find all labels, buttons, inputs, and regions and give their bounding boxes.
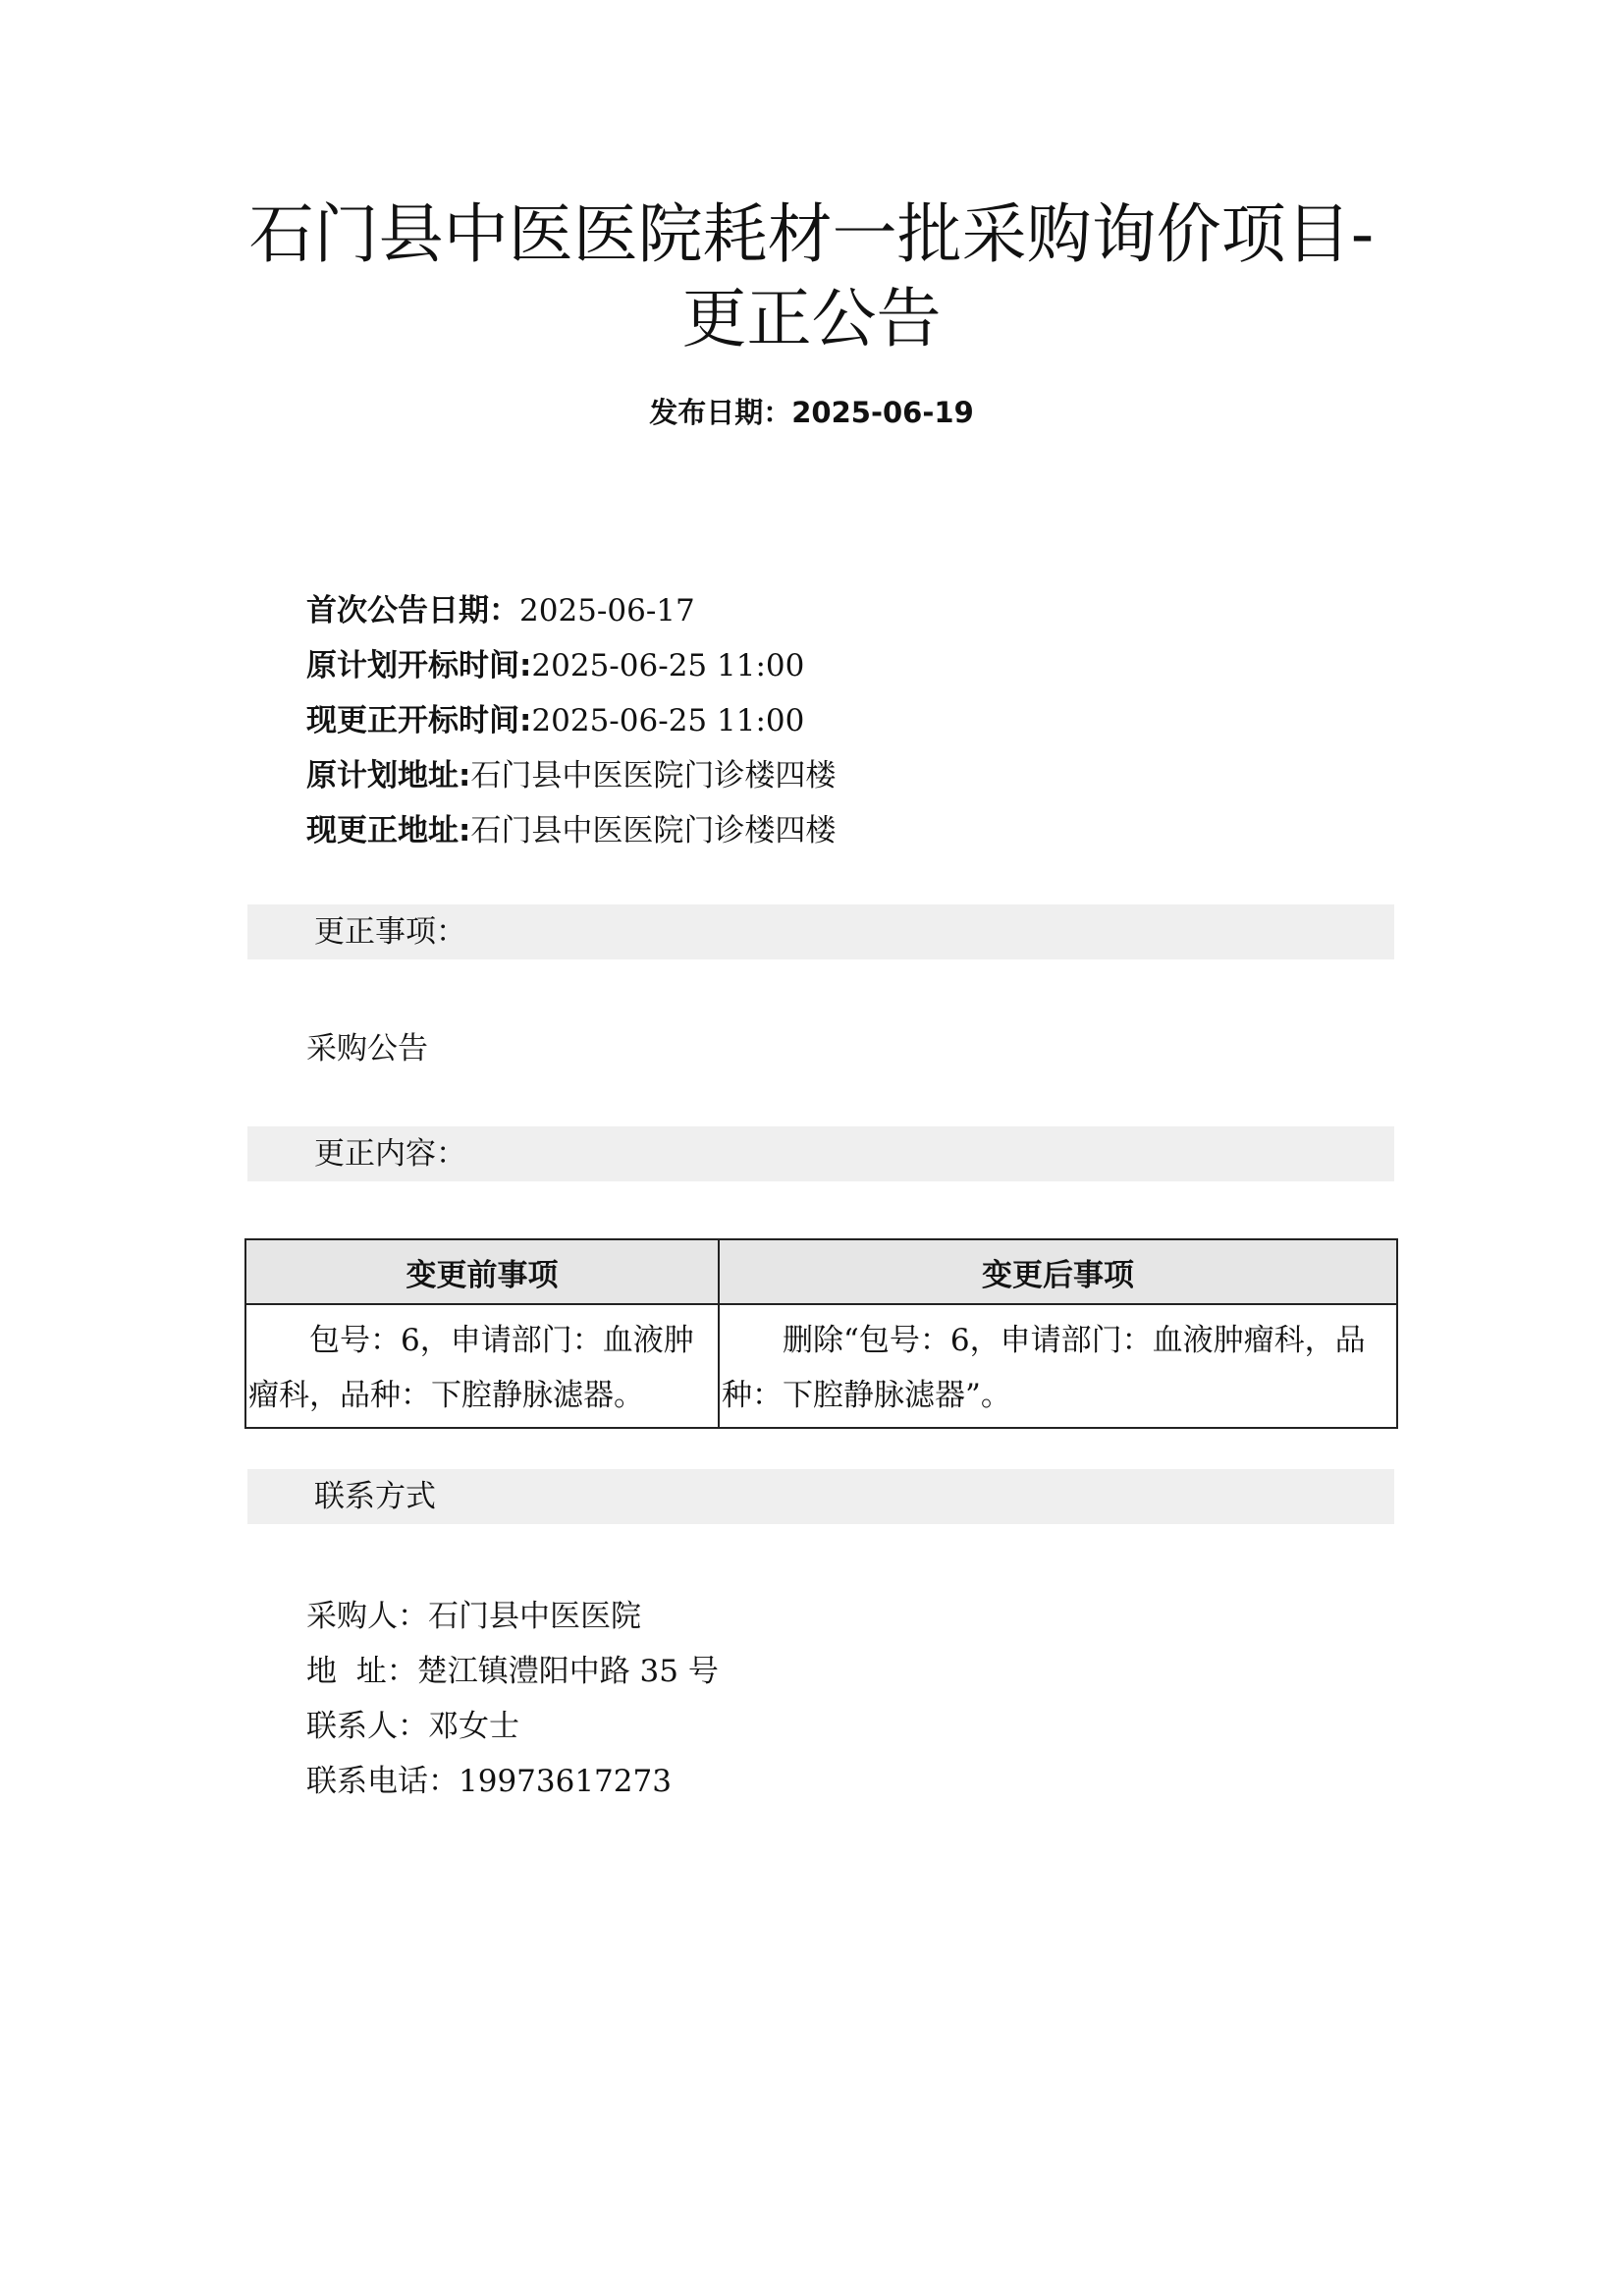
contact-phone: 联系电话：19973617273 [306,1764,672,1799]
section-title: 更正事项： [314,914,466,950]
contact-person: 联系人：邓女士 [306,1709,519,1744]
cell-before: 包号：6，申请部门：血液肿瘤科，品种：下腔静脉滤器。 [245,1304,719,1428]
announcement-info [306,583,836,858]
correction-items-body: 采购公告 [306,1031,428,1066]
info-label: 首次公告日期： [306,593,519,629]
info-value: 2025-06-25 11:00 [531,648,805,683]
section-title: 联系方式 [314,1479,436,1514]
contact-info [306,1589,719,1809]
correction-content-section [247,1126,1394,1181]
table-row [245,1304,1397,1428]
contact-address: 地 址：楚江镇澧阳中路 35 号 [306,1654,719,1689]
original-opening-time-row [306,638,836,693]
correction-table [244,1238,1398,1429]
contact-section [247,1469,1394,1524]
original-address-row [306,748,836,803]
publish-date: 发布日期：2025-06-19 [649,396,974,429]
info-label: 现更正开标时间: [306,703,532,738]
column-header-after: 变更后事项 [719,1239,1397,1304]
first-announcement-date-row [306,583,836,638]
corrected-opening-time-row [306,693,836,748]
info-label: 原计划开标时间: [306,648,532,683]
corrected-address-row [306,803,836,858]
info-value: 2025-06-25 11:00 [531,703,805,738]
info-label: 现更正地址: [306,813,471,848]
correction-items-section [247,904,1394,959]
title-line-2: 更正公告 [681,281,942,356]
column-header-before: 变更前事项 [245,1239,719,1304]
table-header-row [245,1239,1397,1304]
contact-purchaser: 采购人：石门县中医医院 [306,1599,641,1634]
info-label: 原计划地址: [306,758,471,793]
info-value: 2025-06-17 [519,593,695,629]
info-value: 石门县中医医院门诊楼四楼 [470,813,837,848]
page-title [245,192,1378,361]
title-line-1: 石门县中医医院耗材一批采购询价项目- [248,196,1375,272]
cell-after: 删除“包号：6，申请部门：血液肿瘤科，品种：下腔静脉滤器”。 [719,1304,1397,1428]
info-value: 石门县中医医院门诊楼四楼 [470,758,837,793]
section-title: 更正内容： [314,1136,466,1172]
